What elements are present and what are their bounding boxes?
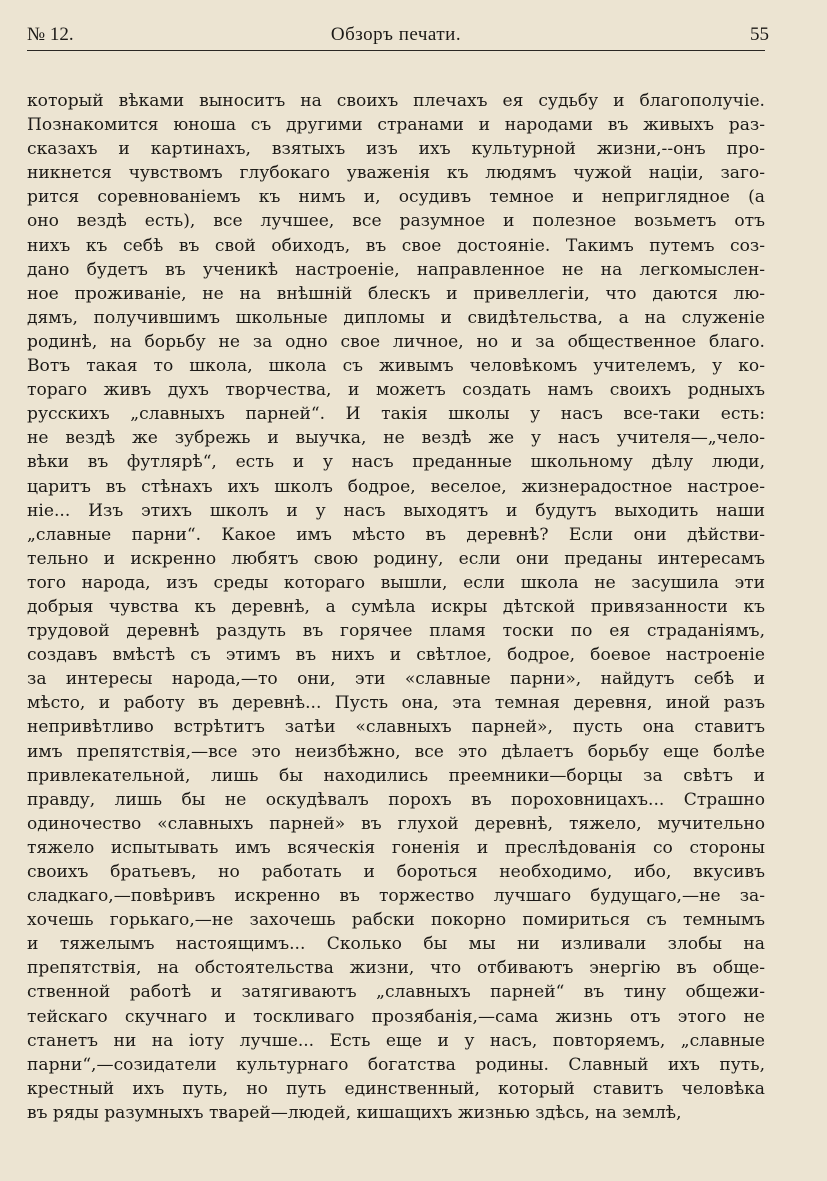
- text-line: ственной работѣ и затягиваютъ „славныхъ парней“ въ тину общежи-: [27, 982, 765, 1003]
- text-line: нихъ къ себѣ въ свой обиходъ, въ свое достояніе. Такимъ путемъ соз-: [27, 235, 765, 256]
- text-line: непривѣтливо встрѣтитъ затѣи «славныхъ парней», пусть она ставитъ: [27, 717, 765, 738]
- text-line: рится соревнованіемъ къ нимъ и, осудивъ темное и неприглядное (а: [27, 187, 765, 208]
- text-line: русскихъ „славныхъ парней“. И такія школы у насъ все-таки есть:: [27, 404, 765, 425]
- text-line: ніе... Изъ этихъ школъ и у насъ выходятъ и будутъ выходить наши: [27, 500, 765, 521]
- page-number: 55: [750, 24, 769, 45]
- text-line: добрыя чувства къ деревнѣ, а сумѣла искры дѣтской привязанности къ: [27, 596, 765, 617]
- text-line: хочешь горькаго,—не захочешь рабски покорно помириться съ темнымъ: [27, 910, 765, 931]
- text-line: за интересы народа,—то они, эти «славные парни», найдутъ себѣ и: [27, 669, 765, 690]
- body-text: [27, 89, 765, 1125]
- text-line: дямъ, получившимъ школьные дипломы и свидѣтельства, а на служеніе: [27, 307, 765, 328]
- text-line: въ ряды разумныхъ тварей—людей, кишащихъ жизнью здѣсь, на землѣ,: [27, 1102, 682, 1123]
- text-line: тельно и искренно любятъ свою родину, если они преданы интересамъ: [27, 548, 765, 569]
- text-line: царитъ въ стѣнахъ ихъ школъ бодрое, веселое, жизнерадостное настрое-: [27, 476, 765, 497]
- text-line: ное проживаніе, не на внѣшній блескъ и привеллегіи, что даются лю-: [27, 283, 765, 304]
- text-line: крестный ихъ путь, но путь единственный, который ставитъ человѣка: [27, 1078, 765, 1099]
- text-line: никнется чувствомъ глубокаго уваженія къ людямъ чужой націи, заго-: [27, 163, 765, 184]
- text-line: правду, лишь бы не оскудѣвалъ порохъ въ пороховницахъ... Страшно: [27, 789, 765, 810]
- text-line: и тяжелымъ настоящимъ... Сколько бы мы ни изливали злобы на: [27, 934, 765, 955]
- text-line: который вѣками выноситъ на своихъ плечахъ ея судьбу и благополучіе.: [27, 91, 765, 111]
- journal-section-title: Обзоръ печати.: [330, 24, 462, 45]
- text-line: препятствія, на обстоятельства жизни, что отбиваютъ энергію въ обще-: [27, 958, 765, 979]
- text-line: мѣсто, и работу въ деревнѣ... Пусть она, эта темная деревня, иной разъ: [27, 693, 765, 714]
- text-line: станетъ ни на іоту лучше... Есть еще и у насъ, повторяемъ, „славные: [27, 1030, 765, 1051]
- text-line: привлекательной, лишь бы находились преемники—борцы за свѣтъ и: [27, 765, 765, 786]
- text-line: своихъ братьевъ, но работать и бороться необходимо, ибо, вкусивъ: [27, 862, 765, 882]
- text-line: имъ препятствія,—все это неизбѣжно, все это дѣлаетъ борьбу еще болѣе: [27, 741, 765, 762]
- text-line: того народа, изъ среды котораго вышли, если школа не засушила эти: [27, 572, 765, 593]
- text-line: сказахъ и картинахъ, взятыхъ изъ ихъ культурной жизни,--онъ про-: [27, 139, 765, 160]
- text-line: вѣки въ футлярѣ“, есть и у насъ преданные школьному дѣлу люди,: [27, 452, 765, 473]
- text-line: родинѣ, на борьбу не за одно свое личное, но и за общественное благо.: [27, 331, 765, 352]
- text-line: тораго живъ духъ творчества, и можетъ создать намъ своихъ родныхъ: [27, 380, 765, 401]
- running-header: [27, 20, 769, 51]
- text-line: тяжело испытывать имъ всяческія гоненія и преслѣдованія со стороны: [27, 837, 765, 858]
- text-line: не вездѣ же зубрежь и выучка, не вездѣ же у насъ учителя—„чело-: [27, 428, 765, 449]
- text-line: оно вездѣ есть), все лучшее, все разумное и полезное возьметъ отъ: [27, 211, 765, 232]
- text-line: Вотъ такая то школа, школа съ живымъ человѣкомъ учителемъ, у ко-: [27, 356, 765, 377]
- text-line: дано будетъ въ ученикѣ настроеніе, направленное не на легкомыслен-: [27, 259, 765, 280]
- issue-number: № 12.: [27, 24, 74, 45]
- text-line: тейскаго скучнаго и тоскливаго прозябанія,—сама жизнь отъ этого не: [27, 1006, 765, 1027]
- text-line: Познакомится юноша съ другими странами и народами въ живыхъ раз-: [27, 115, 765, 136]
- text-line: „славные парни“. Какое имъ мѣсто въ деревнѣ? Если они дѣйстви-: [27, 524, 765, 545]
- text-line: создавъ вмѣстѣ съ этимъ въ нихъ и свѣтлое, бодрое, боевое настроеніе: [27, 645, 765, 666]
- text-line: одиночество «славныхъ парней» въ глухой деревнѣ, тяжело, мучительно: [27, 813, 765, 834]
- text-line: трудовой деревнѣ раздуть въ горячее пламя тоски по ея страданіямъ,: [27, 621, 765, 642]
- text-line: сладкаго,—повѣривъ искренно въ торжество лучшаго будущаго,—не за-: [27, 886, 765, 907]
- text-line: парни“,—созидатели культурнаго богатства родины. Славный ихъ путь,: [27, 1054, 765, 1075]
